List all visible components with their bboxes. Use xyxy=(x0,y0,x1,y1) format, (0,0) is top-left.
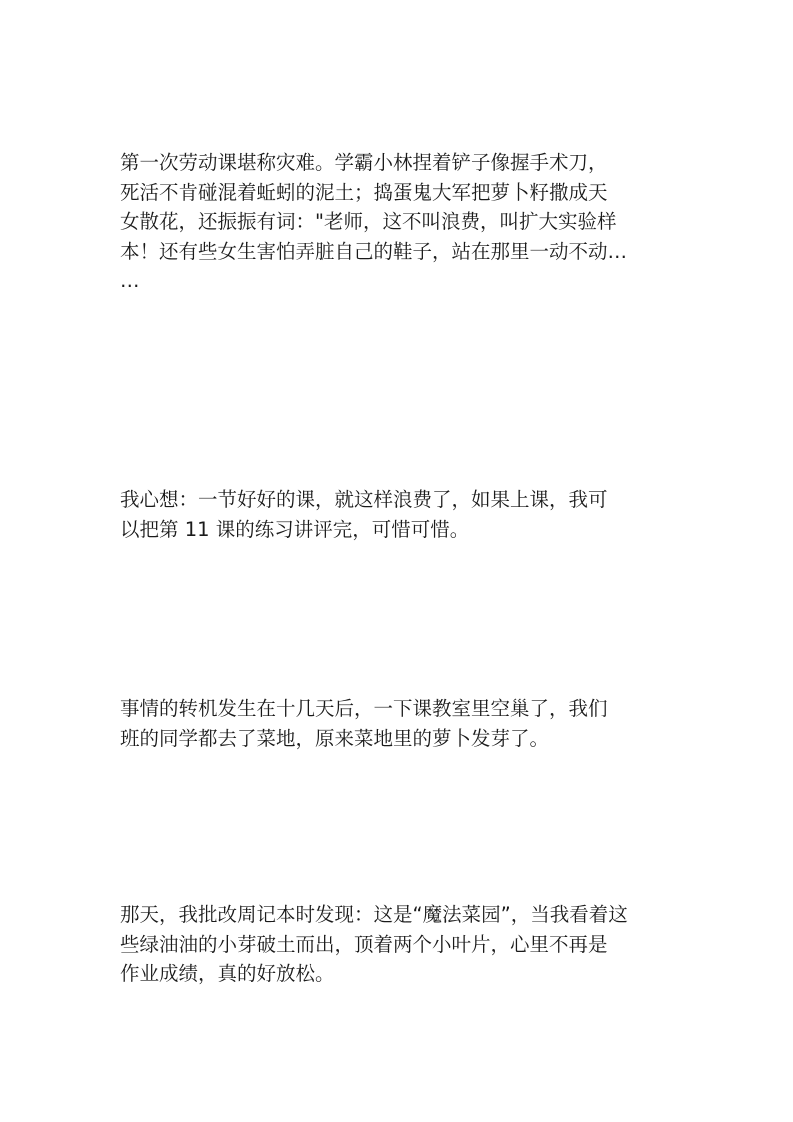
paragraph-turning-point xyxy=(120,694,676,753)
paragraph-teacher-thought xyxy=(120,485,676,544)
paragraph-line: 以把第 11 课的练习讲评完，可惜可惜。 xyxy=(120,517,470,541)
paragraph-line: 本！还有些女生害怕弄脏自己的鞋子，站在那里一动不动… xyxy=(120,239,628,263)
paragraph-line: 第一次劳动课堪称灾难。学霸小林捏着铲子像握手术刀， xyxy=(120,151,608,174)
paragraph-line: … xyxy=(120,269,140,292)
paragraph-magic-garden xyxy=(120,900,676,989)
paragraph-line: 死活不肯碰混着蚯蚓的泥土；捣蛋鬼大军把萝卜籽撒成天 xyxy=(120,180,608,204)
paragraph-line: 事情的转机发生在十几天后，一下课教室里空巢了，我们 xyxy=(120,697,608,720)
paragraph-labor-class-disaster xyxy=(120,148,676,296)
paragraph-line: 些绿油油的小芽破土而出，顶着两个小叶片，心里不再是 xyxy=(120,932,608,956)
paragraph-line: 女散花，还振振有词："老师，这不叫浪费，叫扩大实验样 xyxy=(120,210,617,233)
paragraph-line: 我心想：一节好好的课，就这样浪费了，如果上课，我可 xyxy=(120,488,608,511)
paragraph-line: 那天，我批改周记本时发现：这是“魔法菜园”，当我看着这 xyxy=(120,903,628,926)
paragraph-line: 班的同学都去了菜地，原来菜地里的萝卜发芽了。 xyxy=(120,726,550,750)
paragraph-line: 作业成绩，真的好放松。 xyxy=(120,962,335,985)
